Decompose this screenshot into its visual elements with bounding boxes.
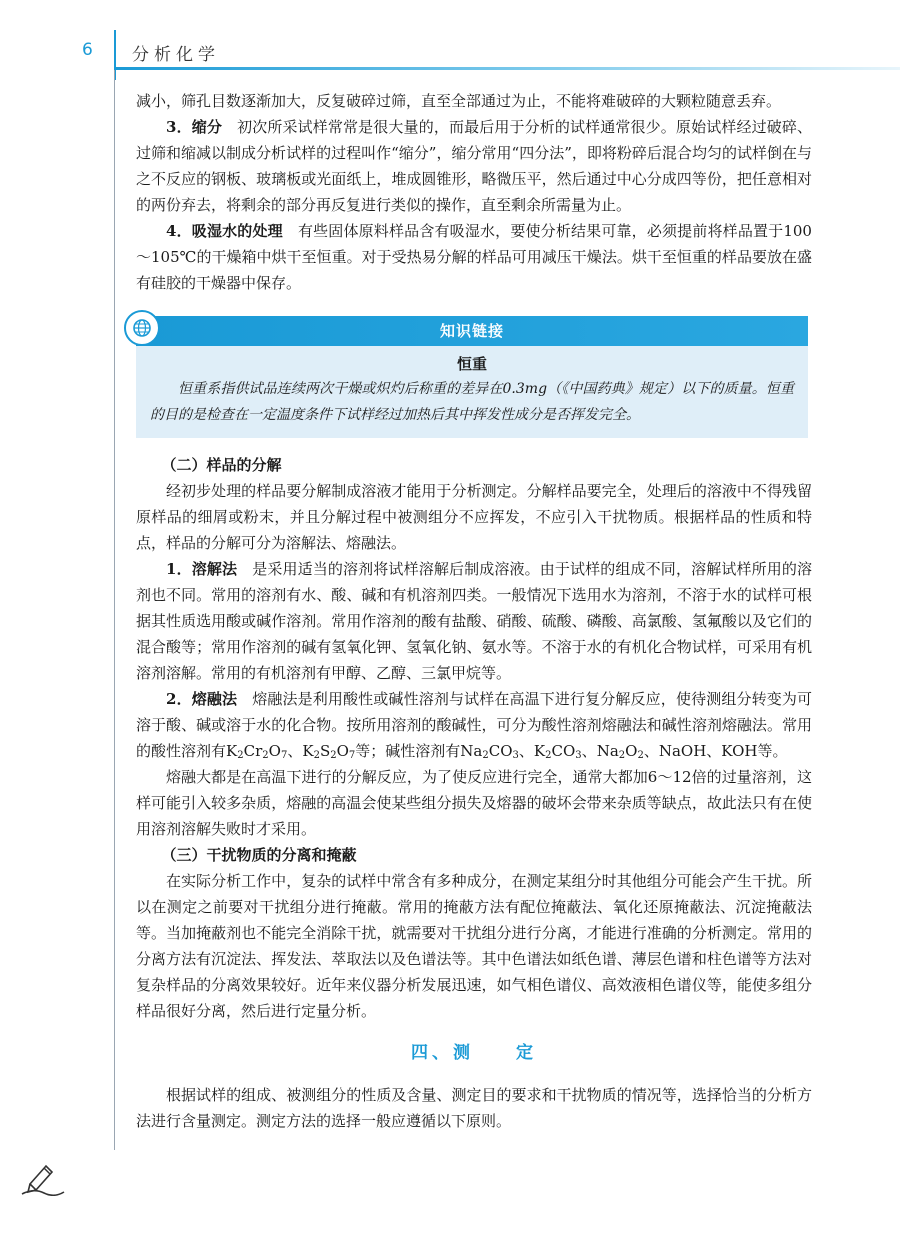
header-rule bbox=[114, 67, 900, 70]
knowledge-link-titlebar bbox=[136, 316, 808, 346]
formula-na2o2 bbox=[597, 742, 644, 760]
formula-subscript: 3 bbox=[512, 750, 519, 761]
paragraph-separation: 在实际分析工作中，复杂的试样中常含有多种成分，在测定某组分时其他组分可能会产生干扰。所以在测定之前要对干扰组分进行掩蔽。常用的掩蔽方法有配位掩蔽法、氧化还原掩蔽法、沉淀掩蔽法等。当加掩蔽剂也不能完全消除干扰，就需要对干扰组分进行分离，才能进行准确的分析测定。常用的分离方法有沉淀法、挥发法、萃取法以及色谱法等。其中色谱法如纸色谱、薄层色谱和柱色谱等方法对复杂样品的分离效果较好。近年来仪器分析发展迅速，如气相色谱仪、高效液相色谱仪等，能使多组分样品很好分离，然后进行定量分析。 bbox=[136, 872, 812, 1020]
formula-subscript: 7 bbox=[348, 750, 356, 761]
formula-part: O bbox=[268, 742, 281, 760]
formula-k2co3 bbox=[534, 742, 582, 760]
formula-part: K bbox=[226, 742, 238, 760]
formula-part: Na bbox=[460, 742, 483, 760]
knowledge-link-box bbox=[132, 316, 808, 438]
formula-part: K bbox=[533, 742, 546, 760]
knowledge-link-title: 知识链接 bbox=[439, 322, 504, 340]
formula-subscript: 2 bbox=[482, 750, 489, 761]
page-content bbox=[136, 88, 812, 1134]
separator: 、 bbox=[287, 742, 303, 760]
section-heading-decomposition: （二）样品的分解 bbox=[161, 456, 282, 474]
formula-subscript: 2 bbox=[330, 750, 337, 761]
fusion-text-tail: 、NaOH、KOH等。 bbox=[643, 742, 788, 760]
formula-subscript: 2 bbox=[637, 750, 644, 761]
formula-subscript: 2 bbox=[262, 750, 269, 761]
pencil-icon bbox=[20, 1162, 66, 1200]
formula-subscript: 2 bbox=[545, 750, 552, 761]
paragraph-fusion-note: 熔融大都是在高温下进行的分解反应，为了使反应进行完全，通常大都加6～12倍的过量溶剂，这样可能引入较多杂质，熔融的高温会使某些组分损失及熔器的破坏会带来杂质等缺点，故此法只有在使用溶剂溶解失败时才采用。 bbox=[136, 768, 812, 838]
knowledge-link-body bbox=[136, 346, 808, 438]
formula-part: CO bbox=[551, 742, 576, 760]
separator: 、 bbox=[581, 742, 597, 760]
paragraph-dissolution bbox=[136, 556, 812, 686]
fusion-text-mid: 等；碱性溶剂有 bbox=[355, 742, 461, 760]
reduction-text: 初次所采试样常常是很大量的，而最后用于分析的试样通常很少。原始试样经过破碎、过筛和缩减以制成分析试样的过程叫作“缩分”，缩分常用“四分法”，即将粉碎后混合均匀的试样倒在与之不反应的钢板、玻璃板或光面纸上，堆成圆锥形，略微压平，然后通过中心分成四等份，把任意相对的两份弃去，将剩余的部分再反复进行类似的操作，直至剩余所需量为止。 bbox=[136, 118, 812, 214]
formula-subscript: 2 bbox=[313, 750, 320, 761]
formula-k2s2o7 bbox=[302, 742, 355, 760]
moisture-text: 有些固体原料样品含有吸湿水，要使分析结果可靠，必须提前将样品置于100～105℃的干燥箱中烘干至恒重。对于受热易分解的样品可用减压干燥法。烘干至恒重的样品要放在盛有硅胶的干燥器中保存。 bbox=[136, 222, 812, 292]
moisture-heading: 4．吸湿水的处理 bbox=[166, 222, 283, 240]
formula-part: K bbox=[302, 742, 314, 760]
formula-subscript: 3 bbox=[575, 750, 582, 761]
globe-icon bbox=[124, 310, 160, 346]
margin-rule bbox=[114, 70, 115, 1150]
formula-part: Na bbox=[596, 742, 619, 760]
separator: 、 bbox=[518, 742, 534, 760]
formula-k2cr2o7 bbox=[226, 742, 287, 760]
page-number: 6 bbox=[82, 40, 93, 60]
section-heading-separation: （三）干扰物质的分离和掩蔽 bbox=[161, 846, 357, 864]
paragraph-fusion bbox=[136, 686, 812, 764]
page-header bbox=[0, 0, 900, 80]
dissolution-text: 是采用适当的溶剂将试样溶解后制成溶液。由于试样的组成不同，溶解试样所用的溶剂也不同。常用的溶剂有水、酸、碱和有机溶剂四类。一般情况下选用水为溶剂，不溶于水的试样可根据其性质选用酸或碱作溶剂。常用作溶剂的酸有盐酸、硝酸、硫酸、磷酸、高氯酸、氢氟酸以及它们的混合酸等；常用作溶剂的碱有氢氧化钾、氢氧化钠、氨水等。不溶于水的有机化合物试样，可采用有机溶剂溶解。常用的有机溶剂有甲醇、乙醇、三氯甲烷等。 bbox=[136, 560, 812, 682]
paragraph-sieving: 减小，筛孔目数逐渐加大，反复破碎过筛，直至全部通过为止，不能将难破碎的大颗粒随意丢弃。 bbox=[136, 92, 782, 110]
knowledge-link-heading: 恒重 bbox=[456, 355, 487, 373]
paragraph-decomposition-intro: 经初步处理的样品要分解制成溶液才能用于分析测定。分解样品要完全，处理后的溶液中不得残留原样品的细屑或粉末，并且分解过程中被测组分不应挥发，不应引入干扰物质。根据样品的性质和特点，样品的分解可分为溶解法、熔融法。 bbox=[136, 482, 812, 552]
formula-subscript: 2 bbox=[237, 750, 244, 761]
section-heading-measurement: 四、测 定 bbox=[411, 1043, 537, 1063]
formula-na2co3 bbox=[460, 742, 519, 760]
formula-part: O bbox=[336, 742, 349, 760]
formula-subscript: 2 bbox=[618, 750, 626, 761]
formula-part: S bbox=[319, 742, 331, 760]
formula-part: CO bbox=[488, 742, 513, 760]
book-title: 分析化学 bbox=[132, 45, 220, 65]
paragraph-moisture bbox=[136, 218, 812, 296]
reduction-heading: 3．缩分 bbox=[166, 118, 222, 136]
formula-subscript: 7 bbox=[280, 750, 288, 761]
dissolution-heading: 1．溶解法 bbox=[166, 560, 238, 578]
formula-part: Cr bbox=[243, 742, 263, 760]
fusion-heading: 2．熔融法 bbox=[166, 690, 238, 708]
knowledge-link-text: 恒重系指供试品连续两次干燥或炽灼后称重的差异在0.3mg（《中国药典》规定）以下的质量。恒重的目的是检查在一定温度条件下试样经过加热后其中挥发性成分是否挥发完全。 bbox=[150, 381, 794, 423]
paragraph-measurement: 根据试样的组成、被测组分的性质及含量、测定目的要求和干扰物质的情况等，选择恰当的分析方法进行含量测定。测定方法的选择一般应遵循以下原则。 bbox=[136, 1086, 812, 1130]
fusion-text: 熔融法是利用酸性或碱性溶剂与试样在高温下进行复分解反应，使待测组分转变为可溶于酸、碱或溶于水的化合物。按所用溶剂的酸碱性，可分为酸性溶剂熔融法和碱性溶剂熔融法。常用的酸性溶剂有 bbox=[136, 690, 812, 760]
paragraph-reduction bbox=[136, 114, 812, 218]
formula-part: O bbox=[625, 742, 638, 760]
